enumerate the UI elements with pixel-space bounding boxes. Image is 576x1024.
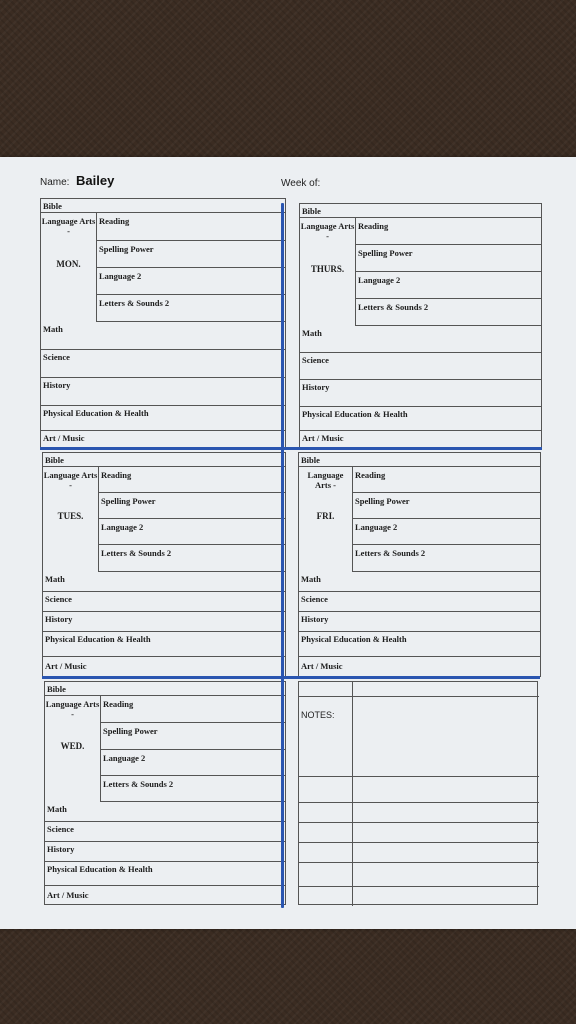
row-reading [353, 467, 540, 493]
math-label: Math [43, 324, 63, 334]
science-label: Science [45, 594, 72, 604]
letters-label: Letters & Sounds 2 [101, 548, 172, 558]
row-language [97, 268, 285, 295]
notes-rule [299, 842, 539, 843]
history-label: History [45, 614, 73, 624]
row-bible [300, 204, 541, 218]
row-reading [99, 467, 285, 493]
row-reading [97, 213, 285, 241]
notes-rule [299, 862, 539, 863]
row-bible [43, 453, 285, 467]
row-history [300, 380, 541, 407]
row-history [43, 612, 285, 632]
row-letters [97, 295, 285, 322]
bible-label: Bible [43, 201, 62, 211]
blue-ink-horizontal-line [42, 676, 540, 679]
notes-rule [299, 776, 539, 777]
reading-label: Reading [103, 699, 134, 709]
row-math [300, 326, 541, 353]
language-label: Language 2 [358, 275, 401, 285]
day-block-thurs [299, 203, 542, 449]
row-spelling [356, 245, 541, 272]
art-label: Art / Music [43, 433, 85, 443]
pe-label: Physical Education & Health [301, 634, 407, 644]
art-label: Art / Music [302, 433, 344, 443]
language-arts-box [45, 696, 101, 802]
language-arts-label: Language Arts - [41, 216, 96, 236]
reading-label: Reading [101, 470, 132, 480]
reading-label: Reading [99, 216, 130, 226]
notes-rule [299, 822, 539, 823]
art-label: Art / Music [47, 890, 89, 900]
row-pe [45, 862, 285, 886]
math-label: Math [47, 804, 67, 814]
spelling-label: Spelling Power [103, 726, 158, 736]
row-language [353, 519, 540, 545]
row-language [101, 750, 285, 776]
row-science [43, 592, 285, 612]
bible-label: Bible [47, 684, 66, 694]
bible-label: Bible [302, 206, 321, 216]
row-science [299, 592, 540, 612]
row-art [299, 657, 540, 678]
name-label: Name: [40, 177, 70, 188]
row-art [45, 886, 285, 906]
row-bible [41, 199, 285, 213]
blue-ink-vertical-line [281, 203, 284, 908]
letters-label: Letters & Sounds 2 [103, 779, 174, 789]
row-science [45, 822, 285, 842]
student-name: Bailey [76, 173, 115, 188]
pe-label: Physical Education & Health [47, 864, 153, 874]
row-math [43, 572, 285, 592]
row-letters [101, 776, 285, 802]
language-arts-box [41, 213, 97, 322]
row-history [41, 378, 285, 406]
day-block-mon [40, 198, 286, 449]
math-label: Math [301, 574, 321, 584]
math-label: Math [45, 574, 65, 584]
row-letters [99, 545, 285, 572]
language-label: Language 2 [103, 753, 146, 763]
spelling-label: Spelling Power [355, 496, 410, 506]
row-spelling [353, 493, 540, 519]
language-arts-label: Language Arts - [300, 221, 355, 241]
math-label: Math [302, 328, 322, 338]
reading-label: Reading [358, 221, 389, 231]
letters-label: Letters & Sounds 2 [358, 302, 429, 312]
reading-label: Reading [355, 470, 386, 480]
letters-label: Letters & Sounds 2 [355, 548, 426, 558]
language-arts-label: Language Arts - [43, 470, 98, 490]
row-language [99, 519, 285, 545]
bible-label: Bible [301, 455, 320, 465]
art-label: Art / Music [45, 661, 87, 671]
row-math [45, 802, 285, 822]
row-spelling [101, 723, 285, 750]
history-label: History [43, 380, 71, 390]
day-label-tues: TUES. [57, 511, 84, 521]
day-block-fri [298, 452, 541, 677]
row-math [299, 572, 540, 592]
language-label: Language 2 [355, 522, 398, 532]
row-history [299, 612, 540, 632]
row-pe [299, 632, 540, 657]
history-label: History [47, 844, 75, 854]
language-arts-box [300, 218, 356, 326]
day-block-tues [42, 452, 286, 677]
history-label: History [302, 382, 330, 392]
row-bible [299, 453, 540, 467]
language-arts-box [299, 467, 353, 572]
language-label: Language 2 [99, 271, 142, 281]
day-label-thurs: THURS. [310, 264, 345, 274]
row-history [45, 842, 285, 862]
row-art [43, 657, 285, 678]
row-pe [41, 406, 285, 431]
pe-label: Physical Education & Health [43, 408, 149, 418]
notes-rule [299, 886, 539, 887]
row-reading [101, 696, 285, 723]
day-label-mon: MON. [56, 259, 81, 269]
row-letters [353, 545, 540, 572]
planner-sheet [0, 157, 576, 929]
spelling-label: Spelling Power [358, 248, 413, 258]
notes-divider [352, 682, 353, 906]
spelling-label: Spelling Power [99, 244, 154, 254]
row-pe [43, 632, 285, 657]
notes-label: NOTES: [301, 710, 335, 720]
history-label: History [301, 614, 329, 624]
row-language [356, 272, 541, 299]
row-bible [45, 682, 285, 696]
row-science [300, 353, 541, 380]
row-pe [300, 407, 541, 431]
day-label-fri: FRI. [316, 511, 335, 521]
science-label: Science [47, 824, 74, 834]
row-reading [356, 218, 541, 245]
blue-ink-horizontal-line [40, 447, 542, 450]
science-label: Science [301, 594, 328, 604]
bible-label: Bible [45, 455, 64, 465]
day-block-wed [44, 681, 286, 905]
row-science [41, 350, 285, 378]
day-label-wed: WED. [60, 741, 85, 751]
notes-rule [299, 696, 539, 697]
pe-label: Physical Education & Health [302, 409, 408, 419]
letters-label: Letters & Sounds 2 [99, 298, 170, 308]
language-arts-box [43, 467, 99, 572]
week-of-label: Week of: [281, 178, 321, 189]
pe-label: Physical Education & Health [45, 634, 151, 644]
notes-rule [299, 802, 539, 803]
row-math [41, 322, 285, 350]
spelling-label: Spelling Power [101, 496, 156, 506]
language-arts-label: Language Arts - [307, 470, 344, 490]
language-arts-label: Language Arts - [45, 699, 100, 719]
row-spelling [97, 241, 285, 268]
art-label: Art / Music [301, 661, 343, 671]
science-label: Science [43, 352, 70, 362]
row-letters [356, 299, 541, 326]
language-label: Language 2 [101, 522, 144, 532]
row-spelling [99, 493, 285, 519]
science-label: Science [302, 355, 329, 365]
